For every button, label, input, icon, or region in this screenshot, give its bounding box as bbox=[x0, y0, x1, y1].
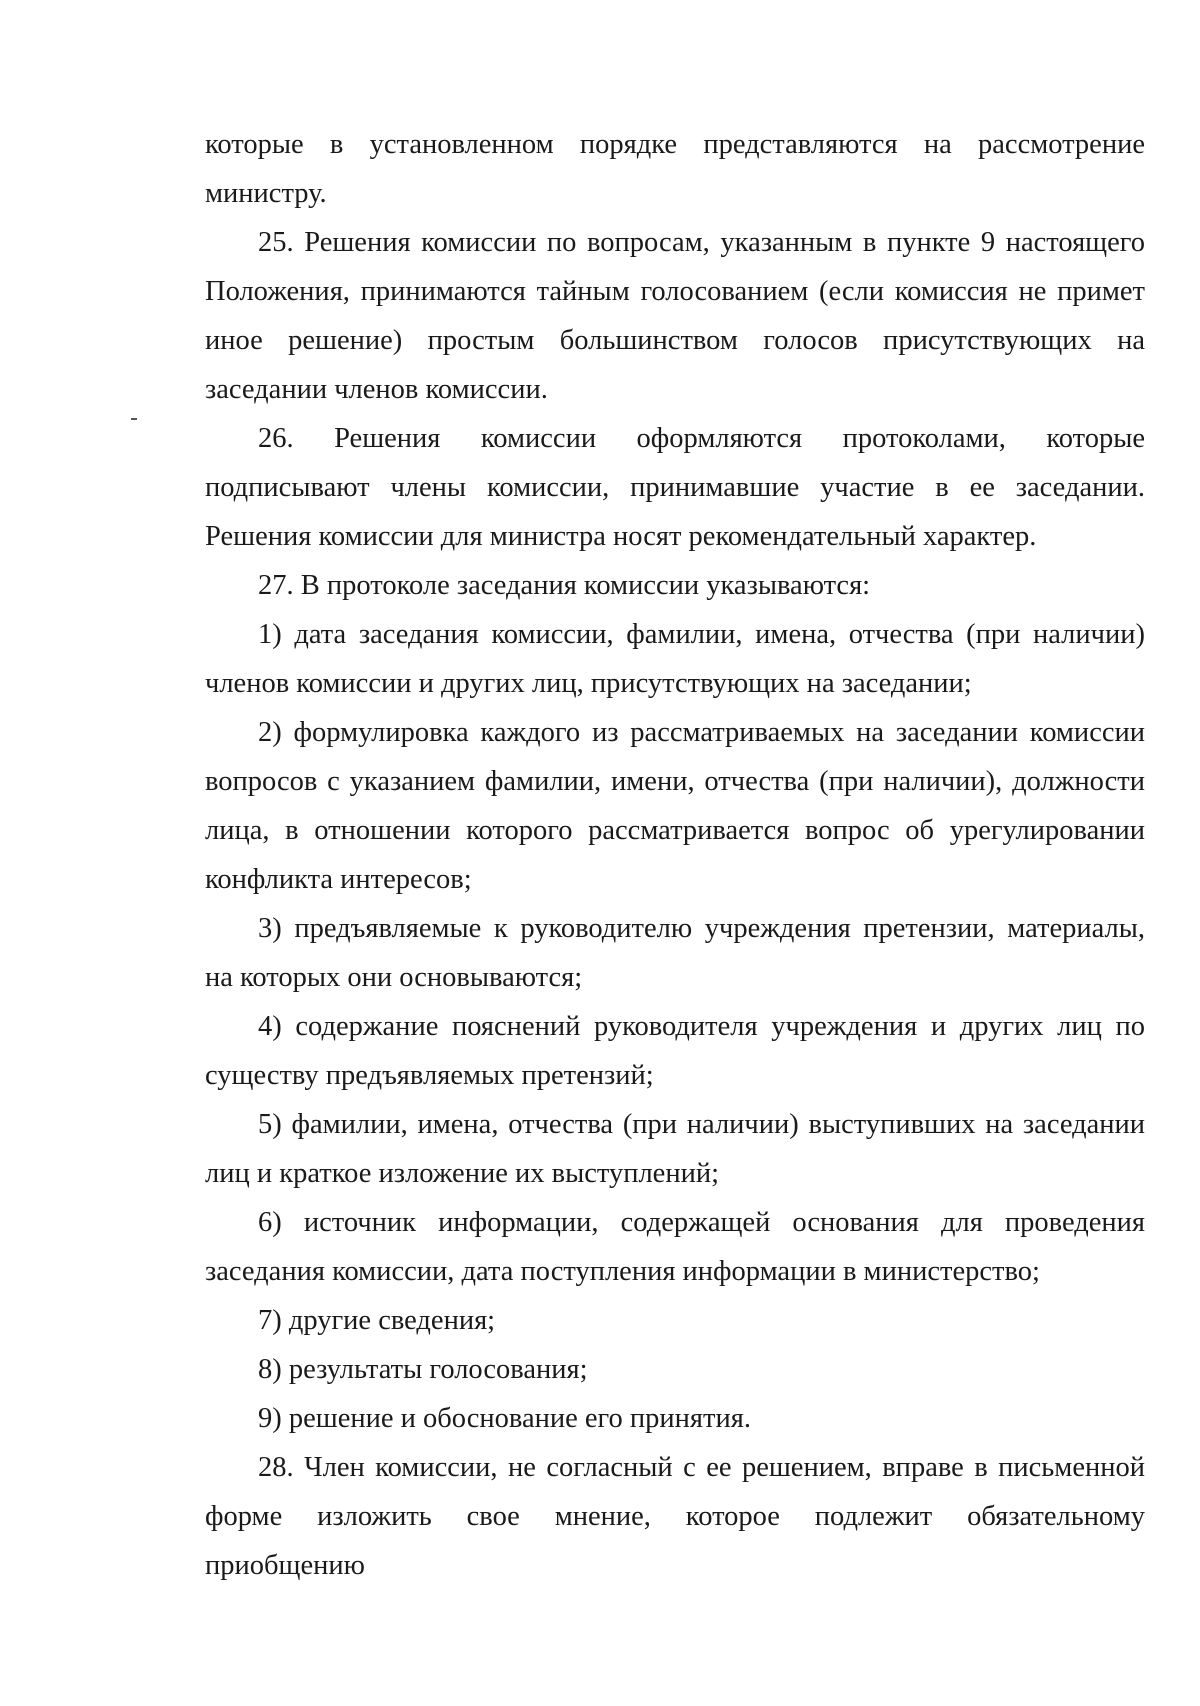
list-item-3: 3) предъявляемые к руководителю учреждения претензии, материалы, на которых они основываются; bbox=[205, 913, 1145, 993]
paragraph-27: 27. В протоколе заседания комиссии указываются: bbox=[258, 570, 871, 601]
paragraph-continuation: которые в установленном порядке представляются на рассмотрение министру. bbox=[205, 129, 1145, 209]
paragraph-25: 25. Решения комиссии по вопросам, указанным в пункте 9 настоящего Положения, принимаются тайным голосованием (если комиссия не примет иное решение) простым большинством голосов присутствующих на заседании членов комиссии. bbox=[205, 227, 1145, 405]
list-item-5: 5) фамилии, имена, отчества (при наличии) выступивших на заседании лиц и краткое изложение их выступлений; bbox=[205, 1109, 1145, 1189]
list-item-7: 7) другие сведения; bbox=[258, 1305, 496, 1336]
list-item-2: 2) формулировка каждого из рассматриваемых на заседании комиссии вопросов с указанием фамилии, имени, отчества (при наличии), должности лица, в отношении которого рассматривается вопрос об урегулировании конфликта интересов; bbox=[205, 717, 1145, 895]
paragraph-28: 28. Член комиссии, не согласный с ее решением, вправе в письменной форме изложить свое мнение, которое подлежит обязательному приобщению bbox=[205, 1452, 1145, 1581]
list-item-4: 4) содержание пояснений руководителя учреждения и других лиц по существу предъявляемых претензий; bbox=[205, 1011, 1145, 1091]
paragraph-26: 26. Решения комиссии оформляются протоколами, которые подписывают члены комиссии, принимавшие участие в ее заседании. Решения комиссии для министра носят рекомендательный характер. bbox=[205, 423, 1145, 552]
document-body bbox=[205, 120, 1145, 1590]
list-item-1: 1) дата заседания комиссии, фамилии, имена, отчества (при наличии) членов комиссии и других лиц, присутствующих на заседании; bbox=[205, 619, 1145, 699]
list-item-6: 6) источник информации, содержащей основания для проведения заседания комиссии, дата поступления информации в министерство; bbox=[205, 1207, 1145, 1287]
scan-artifact bbox=[131, 418, 137, 420]
list-item-9: 9) решение и обоснование его принятия. bbox=[258, 1403, 751, 1434]
list-item-8: 8) результаты голосования; bbox=[258, 1354, 588, 1385]
